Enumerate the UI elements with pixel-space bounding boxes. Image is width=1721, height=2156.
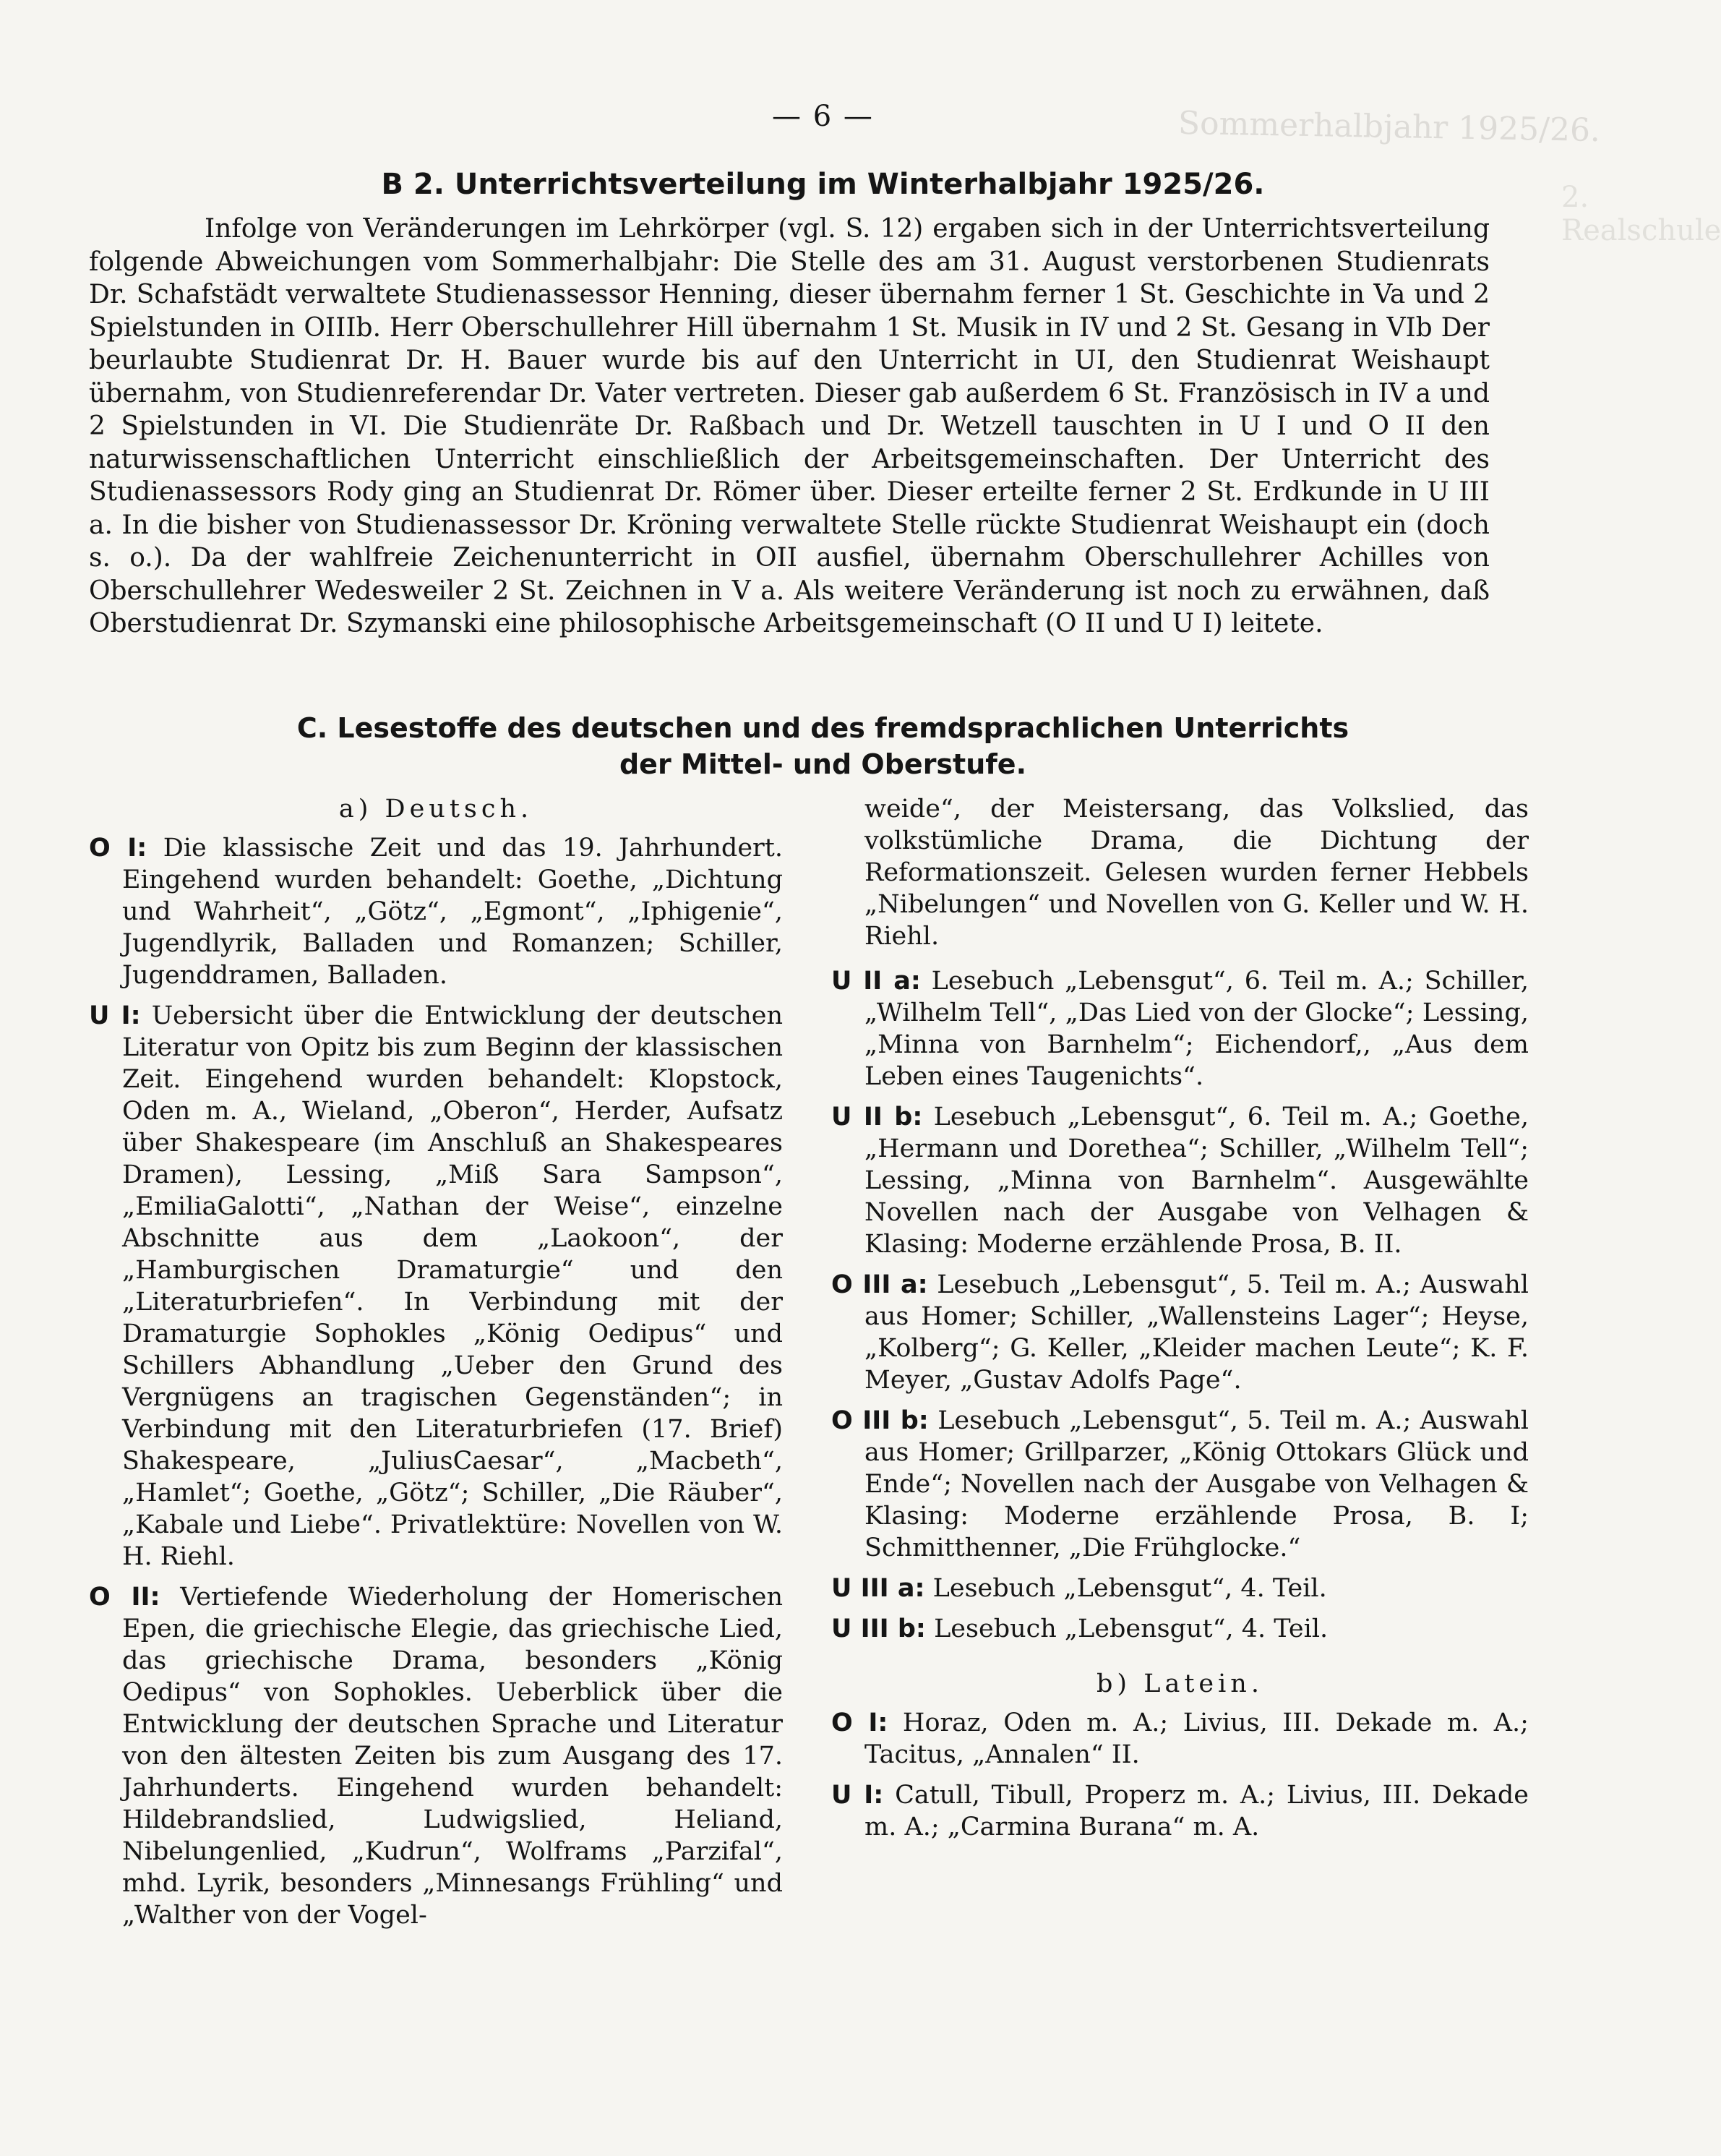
entry-text: Lesebuch „Lebensgut“, 4. Teil. (932, 1574, 1327, 1603)
class-label: U II a: (831, 967, 921, 996)
entry-text: Lesebuch „Lebensgut“, 6. Teil m. A.; Goethe, „Hermann und Dorethea“; Schiller, „Wilhelm Tell“; Lessing, „Minna von Barnhelm“. Ausgewählte Novellen nach der Ausgabe von Velhagen & Klasing: Moderne erzählende Prosa, B. II. (864, 1103, 1529, 1259)
entry-text: Lesebuch „Lebensgut“, 4. Teil. (934, 1614, 1329, 1643)
section-b2-paragraph: Infolge von Veränderungen im Lehrkörper (vgl. S. 12) ergaben sich in der Unterrichtsverteilung folgende Abweichungen vom Sommerhalbjahr: Die Stelle des am 31. August verstorbenen Studienrats Dr. Schafstädt verwaltete Studienassessor Henning, dieser übernahm ferner 1 St. Geschichte in Va und 2 Spielstunden in OIIIb. Herr Oberschullehrer Hill übernahm 1 St. Musik in IV und 2 St. Gesang in VIb Der beurlaubte Studienrat Dr. H. Bauer wurde bis auf den Unterricht in UI, den Studienrat Weishaupt übernahm, von Studienreferendar Dr. Vater vertreten. Dieser gab außerdem 6 St. Französisch in IV a und 2 Spielstunden in VI. Die Studienräte Dr. Raßbach und Dr. Wetzell tauschten in U I und O II den naturwissenschaftlichen Unterricht einschließlich der Arbeitsgemeinschaften. Der Unterricht des Studienassessors Rody ging an Studienrat Dr. Römer über. Dieser erteilte ferner 2 St. Erdkunde in U III a. In die bisher von Studienassessor Dr. Kröning verwaltete Stelle rückte Studienrat Weishaupt ein (doch s. o.). Da der wahlfreie Zeichenunterricht in OII ausfiel, übernahm Oberschullehrer Achilles von Oberschullehrer Wedesweiler 2 St. Zeichnen in V a. Als weitere Veränderung ist noch zu erwähnen, daß Oberstudienrat Dr. Szymanski eine philosophische Arbeitsgemeinschaft (O II und U I) leitete. (89, 214, 1490, 638)
class-label: O I: (89, 834, 147, 863)
section-b2-title: B 2. Unterrichtsverteilung im Winterhalbjahr 1925/26. (381, 168, 1265, 201)
class-label: U I: (89, 1001, 141, 1030)
entry-text: Lesebuch „Lebensgut“, 5. Teil m. A.; Auswahl aus Homer; Grillparzer, „König Ottokars Glück und Ende“; Novellen nach der Ausgabe von Velhagen & Klasing: Moderne erzählende Prosa, B. I; Schmitthenner, „Die Frühglocke.“ (864, 1406, 1529, 1562)
entry-text: Catull, Tibull, Properz m. A.; Livius, III. Dekade m. A.; „Carmina Burana“ m. A. (864, 1781, 1529, 1841)
entry-text: Lesebuch „Lebensgut“, 5. Teil m. A.; Auswahl aus Homer; Schiller, „Wallensteins Lager“; Heyse, „Kolberg“; G. Keller, „Kleider machen Leute“; K. F. Meyer, „Gustav Adolfs Page“. (864, 1270, 1529, 1395)
deutsch-heading: a) Deutsch. (338, 795, 533, 824)
class-label: U III a: (831, 1574, 925, 1603)
list-item (831, 1405, 1529, 1564)
list-item (89, 832, 783, 991)
entry-text: Vertiefende Wiederholung der Homerischen Epen, die griechische Elegie, das griechische Lied, das griechische Drama, besonders „König Oedipus“ von Sophokles. Ueberblick über die Entwicklung der deutschen Sprache und Literatur von den ältesten Zeiten bis zum Ausgang des 17. Jahrhunderts. Eingehend wurden behandelt: Hildebrandslied, Ludwigslied, Heliand, Nibelungenlied, „Kudrun“, Wolframs „Parzifal“, mhd. Lyrik, besonders „Minnesangs Frühling“ und „Walther von der Vogel- (122, 1583, 783, 1930)
continuation-text: weide“, der Meistersang, das Volkslied, das volkstümliche Drama, die Dichtung der Reformationszeit. Gelesen wurden ferner Hebbels „Nibelungen“ und Novellen von G. Keller und W. H. Riehl. (864, 795, 1529, 951)
list-item (831, 1613, 1529, 1645)
page-number: — 6 — (772, 100, 874, 133)
list-item (831, 1707, 1529, 1771)
entry-text: Lesebuch „Lebensgut“, 6. Teil m. A.; Schiller, „Wilhelm Tell“, „Das Lied von der Glocke“; Lessing, „Minna von Barnhelm“; Eichendorf,, „Aus dem Leben eines Taugenichts“. (864, 967, 1529, 1091)
class-label: O III a: (831, 1270, 928, 1299)
latein-heading: b) Latein. (1096, 1669, 1263, 1698)
list-item (89, 1581, 783, 1931)
entry-text: Die klassische Zeit und das 19. Jahrhundert. Eingehend wurden behandelt: Goethe, „Dichtung und Wahrheit“, „Götz“, „Egmont“, „Iphigenie“, Jugendlyrik, Balladen und Romanzen; Schiller, Jugenddramen, Balladen. (122, 834, 783, 990)
list-item (831, 1573, 1529, 1604)
section-c-title (0, 710, 1646, 782)
spacer (831, 1654, 1529, 1668)
entry-text: Uebersicht über die Entwicklung der deutschen Literatur von Opitz bis zum Beginn der klassischen Zeit. Eingehend wurden behandelt: Klopstock, Oden m. A., Wieland, „Oberon“, Herder, Aufsatz über Shakespeare (im Anschluß an Shakespeares Dramen), Lessing, „Miß Sara Sampson“, „EmiliaGalotti“, „Nathan der Weise“, einzelne Abschnitte aus dem „Laokoon“, der „Hamburgischen Dramaturgie“ und den „Literaturbriefen“. In Verbindung mit der Dramaturgie Sophokles „König Oedipus“ und Schillers Abhandlung „Ueber den Grund des Vergnügens an tragischen Gegenständen“; in Verbindung mit den Literaturbriefen (17. Brief) Shakespeare, „JuliusCaesar“, „Macbeth“, „Hamlet“; Goethe, „Götz“; Schiller, „Die Räuber“, „Kabale und Liebe“. Privatlektüre: Novellen von W. H. Riehl. (122, 1001, 783, 1571)
entry-text: Horaz, Oden m. A.; Livius, III. Dekade m. A.; Tacitus, „Annalen“ II. (864, 1708, 1529, 1769)
list-item (831, 1101, 1529, 1260)
left-column (89, 793, 783, 1940)
list-item (89, 1000, 783, 1573)
class-label: U I: (831, 1781, 884, 1810)
class-label: U III b: (831, 1614, 926, 1643)
class-label: O I: (831, 1708, 888, 1737)
section-b2-body (89, 213, 1490, 641)
list-item (831, 965, 1529, 1092)
bleed-through-side: 2. Realschule (1561, 181, 1721, 247)
right-column (831, 793, 1529, 1852)
list-item (831, 1269, 1529, 1396)
class-label: O II: (89, 1583, 160, 1612)
class-label: U II b: (831, 1103, 923, 1132)
section-c-title-line1: C. Lesestoffe des deutschen und des fremdsprachlichen Unterrichts (296, 712, 1349, 744)
list-item (831, 1779, 1529, 1843)
class-label: O III b: (831, 1406, 929, 1435)
bleed-through-header: Sommerhalbjahr 1925/26. (1177, 104, 1601, 150)
section-c-title-line2: der Mittel- und Oberstufe. (619, 748, 1027, 780)
